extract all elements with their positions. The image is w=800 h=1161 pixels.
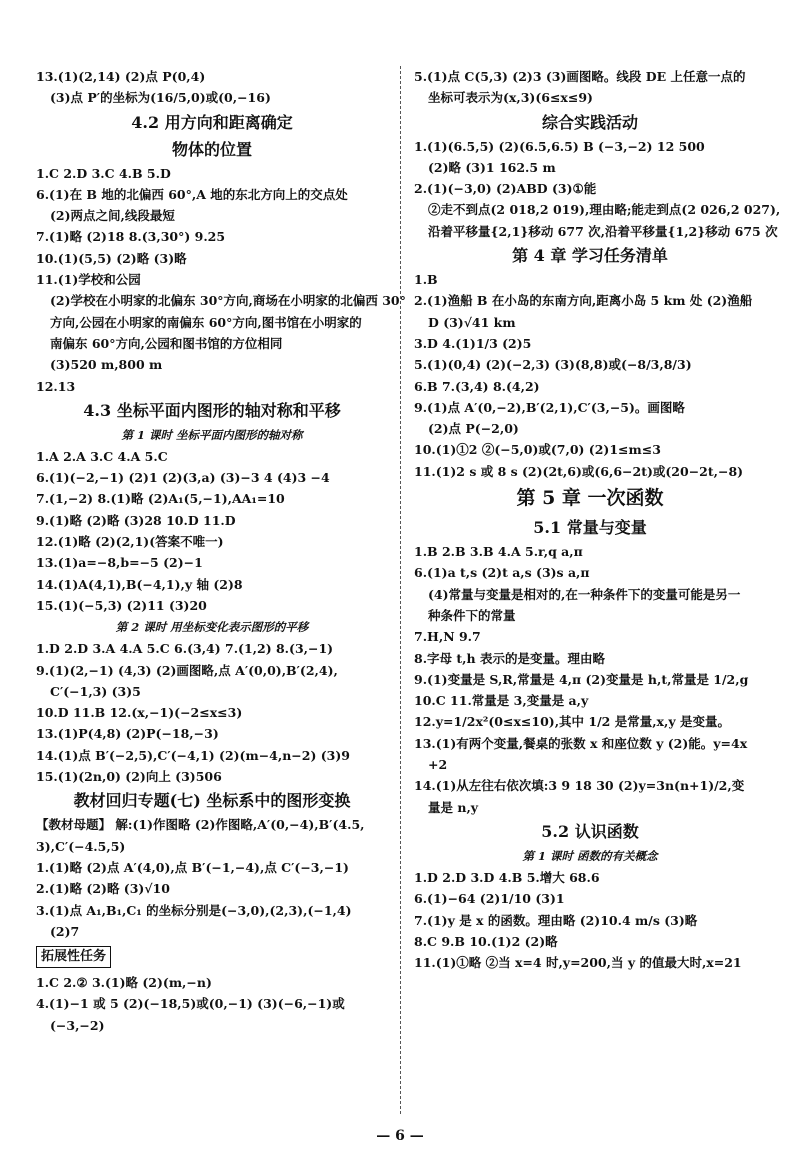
section-heading: 5.2 认识函数 (541, 821, 639, 841)
answer-line: 1.D 2.D 3.A 4.A 5.C 6.(3,4) 7.(1,2) 8.(3,−1) (36, 641, 334, 657)
answer-line: (2)点 P(−2,0) (428, 421, 519, 437)
lesson-heading: 第 2 课时 用坐标变化表示图形的平移 (115, 620, 309, 635)
answer-line: 12.(1)略 (2)(2,1)(答案不唯一) (36, 534, 224, 550)
answer-line: 3.D 4.(1)1/3 (2)5 (414, 335, 532, 351)
answer-line: (3)520 m,800 m (50, 357, 163, 373)
answer-line: 10.(1)(5,5) (2)略 (3)略 (36, 250, 187, 266)
answer-line: 7.(1,−2) 8.(1)略 (2)A₁(5,−1),AA₁=10 (36, 491, 285, 507)
answer-line: 1.(1)(6.5,5) (2)(6.5,6.5) B (−3,−2) 12 500 (414, 138, 705, 154)
answer-line: (2)两点之间,线段最短 (50, 208, 175, 224)
answer-line: 5.(1)点 C(5,3) (2)3 (3)画图略。线段 DE 上任意一点的 (414, 69, 746, 84)
answer-line: 6.(1)在 B 地的北偏西 60°,A 地的东北方向上的交点处 (36, 186, 348, 202)
answer-line: 2.(1)(−3,0) (2)ABD (3)①能 (414, 181, 597, 197)
answer-line: 13.(1)a=−8,b=−5 (2)−1 (36, 555, 203, 571)
answer-line: 14.(1)A(4,1),B(−4,1),y 轴 (2)8 (36, 576, 243, 592)
page-number: — 6 — (376, 1128, 424, 1144)
answer-line: (2)7 (50, 923, 80, 939)
answer-line: 南偏东 60°方向,公园和图书馆的方位相同 (50, 335, 283, 351)
left-column (36, 66, 406, 1036)
answer-line: 1.D 2.D 3.D 4.B 5.增大 68.6 (414, 869, 600, 885)
answer-line: 8.C 9.B 10.(1)2 (2)略 (414, 933, 558, 949)
answer-line: (2)学校在小明家的北偏东 30°方向,商场在小明家的北偏西 30° (50, 293, 406, 309)
answer-line: 9.(1)略 (2)略 (3)28 10.D 11.D (36, 512, 236, 528)
answer-line: 7.(1)y 是 x 的函数。理由略 (2)10.4 m/s (3)略 (414, 912, 698, 928)
answer-line: 15.(1)(2n,0) (2)向上 (3)506 (36, 769, 222, 785)
answer-line: 9.(1)变量是 S,R,常量是 4,π (2)变量是 h,t,常量是 1/2,g (414, 671, 749, 687)
boxed-heading: 拓展性任务 (36, 946, 111, 968)
answer-line: 11.(1)①略 ②当 x=4 时,y=200,当 y 的值最大时,x=21 (414, 955, 742, 971)
answer-line: 2.(1)略 (2)略 (3)√10 (36, 881, 170, 897)
answer-line: (3)点 P′的坐标为(16/5,0)或(0,−16) (50, 90, 271, 106)
answer-line: 11.(1)学校和公园 (36, 272, 141, 288)
answer-line: 7.(1)略 (2)18 8.(3,30°) 9.25 (36, 229, 226, 245)
column-divider (400, 66, 401, 1114)
answer-line: 13.(1)(2,14) (2)点 P(0,4) (36, 69, 206, 84)
answer-line: 9.(1)点 A′(0,−2),B′(2,1),C′(3,−5)。画图略 (414, 399, 685, 415)
answer-line: 1.B (414, 272, 438, 288)
answer-line: 6.(1)a t,s (2)t a,s (3)s a,π (414, 565, 590, 581)
answer-line: 1.A 2.A 3.C 4.A 5.C (36, 448, 168, 464)
answer-line: 12.13 (36, 378, 76, 394)
answer-line: 12.y=1/2x²(0≤x≤10),其中 1/2 是常量,x,y 是变量。 (414, 714, 730, 730)
answer-line: 3),C′(−4.5,5) (36, 838, 126, 854)
answer-line: 11.(1)2 s 或 8 s (2)(2t,6)或(6,6−2t)或(20−2t,−8) (414, 463, 744, 479)
answer-line: 7.H,N 9.7 (414, 629, 481, 645)
answer-line: 6.(1)(−2,−1) (2)1 (2)(3,a) (3)−3 4 (4)3 −4 (36, 470, 330, 486)
answer-line: 坐标可表示为(x,3)(6≤x≤9) (428, 90, 593, 106)
answer-line: 5.(1)(0,4) (2)(−2,3) (3)(8,8)或(−8/3,8/3) (414, 357, 692, 373)
answer-line: 1.C 2.② 3.(1)略 (2)(m,−n) (36, 975, 212, 991)
section-heading: 4.2 用方向和距离确定 (131, 112, 293, 132)
answer-line: 10.C 11.常量是 3,变量是 a,y (414, 693, 589, 709)
section-heading: 物体的位置 (171, 139, 252, 159)
answer-line: 量是 n,y (428, 799, 479, 815)
section-heading: 教材回归专题(七) 坐标系中的图形变换 (73, 791, 351, 811)
answer-line: 14.(1)从左往右依次填:3 9 18 30 (2)y=3n(n+1)/2,变 (414, 778, 745, 794)
answer-line: ②走不到点(2 018,2 019),理由略;能走到点(2 026,2 027), (428, 202, 781, 218)
answer-line: 9.(1)(2,−1) (4,3) (2)画图略,点 A′(0,0),B′(2,4), (36, 662, 338, 678)
lesson-heading: 第 1 课时 坐标平面内图形的轴对称 (121, 427, 303, 442)
lesson-heading: 第 1 课时 函数的有关概念 (522, 848, 658, 863)
answer-line: 1.(1)略 (2)点 A′(4,0),点 B′(−1,−4),点 C′(−3,−1) (36, 859, 349, 875)
answer-line: (4)常量与变量是相对的,在一种条件下的变量可能是另一 (428, 586, 741, 602)
answer-line: D (3)√41 km (428, 314, 516, 330)
answer-line: 8.字母 t,h 表示的是变量。理由略 (414, 650, 605, 666)
answer-line: (2)略 (3)1 162.5 m (428, 159, 556, 175)
answer-line: (−3,−2) (50, 1017, 105, 1033)
answer-line: 2.(1)渔船 B 在小岛的东南方向,距离小岛 5 km 处 (2)渔船 (414, 293, 753, 309)
answer-line: 沿着平移量{2,1}移动 677 次,沿着平移量{1,2}移动 675 次 (428, 223, 778, 239)
section-heading: 综合实践活动 (541, 112, 638, 132)
section-heading: 5.1 常量与变量 (533, 518, 647, 538)
answer-line: 6.(1)−64 (2)1/10 (3)1 (414, 891, 565, 907)
right-column (414, 66, 781, 973)
answer-line: 13.(1)有两个变量,餐桌的张数 x 和座位数 y (2)能。y=4x (414, 735, 748, 751)
answer-line: 14.(1)点 B′(−2,5),C′(−4,1) (2)(m−4,n−2) (3)9 (36, 747, 350, 763)
answer-line: 4.(1)−1 或 5 (2)(−18,5)或(0,−1) (3)(−6,−1)或 (36, 996, 345, 1012)
answer-line: 15.(1)(−5,3) (2)11 (3)20 (36, 597, 207, 613)
chapter-heading: 第 5 章 一次函数 (516, 487, 664, 510)
answer-line: +2 (428, 757, 448, 773)
answer-line: 1.B 2.B 3.B 4.A 5.r,q a,π (414, 544, 583, 560)
answer-line: 6.B 7.(3,4) 8.(4,2) (414, 378, 540, 394)
section-heading: 4.3 坐标平面内图形的轴对称和平移 (83, 400, 341, 420)
answer-line: 13.(1)P(4,8) (2)P(−18,−3) (36, 726, 219, 742)
answer-line: 方向,公园在小明家的南偏东 60°方向,图书馆在小明家的 (50, 314, 362, 330)
answer-line: 种条件下的常量 (428, 607, 516, 623)
answer-line: 10.D 11.B 12.(x,−1)(−2≤x≤3) (36, 705, 243, 721)
answer-line: 3.(1)点 A₁,B₁,C₁ 的坐标分别是(−3,0),(2,3),(−1,4) (36, 902, 352, 918)
answer-line: C′(−1,3) (3)5 (50, 683, 141, 699)
answer-line: 1.C 2.D 3.C 4.B 5.D (36, 165, 171, 181)
answer-line: 10.(1)①2 ②(−5,0)或(7,0) (2)1≤m≤3 (414, 442, 661, 458)
section-heading: 第 4 章 学习任务清单 (512, 246, 668, 266)
answer-line: 【教材母题】 解:(1)作图略 (2)作图略,A′(0,−4),B′(4.5, (36, 817, 365, 833)
